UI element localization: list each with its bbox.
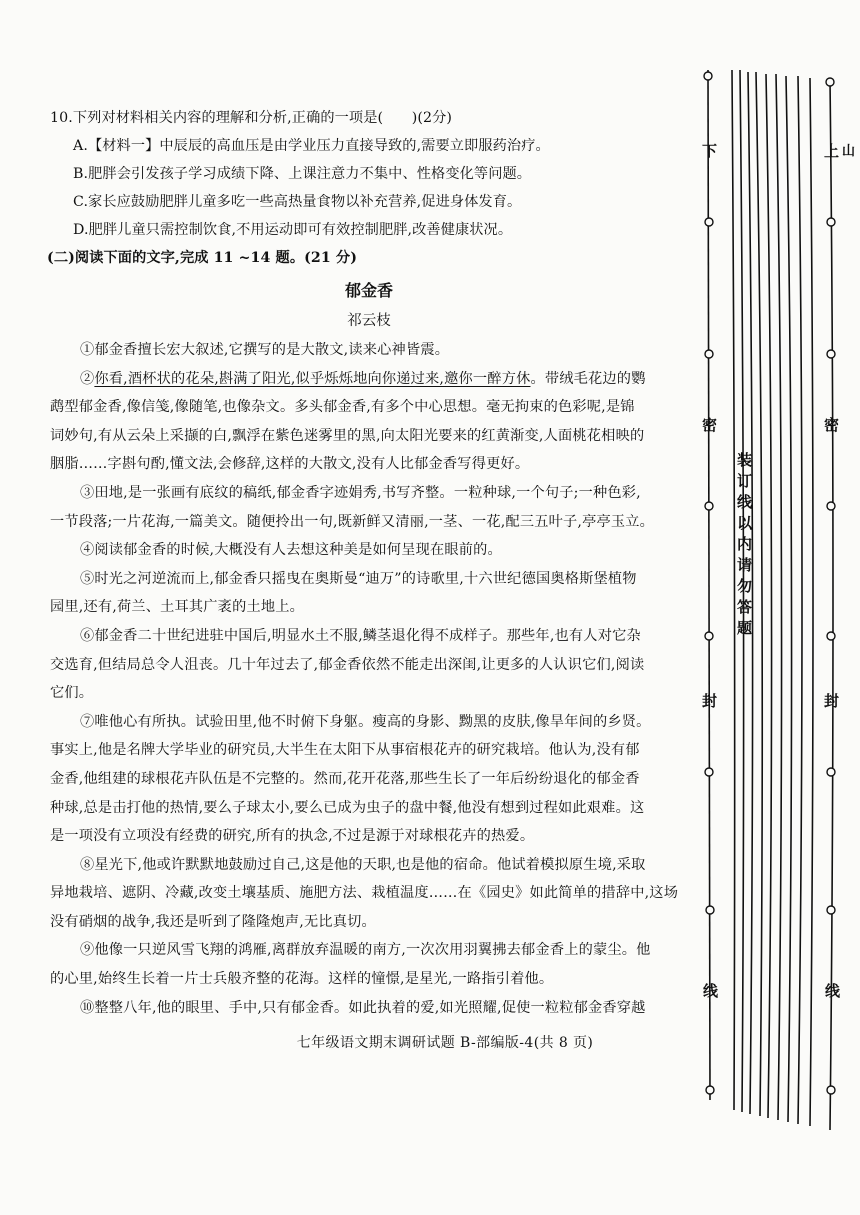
paragraph-line: ⑥郁金香二十世纪进驻中国后,明显水土不服,鳞茎退化得不成样子。那些年,也有人对它杂 [80,627,641,644]
section-heading: (二)阅读下面的文字,完成 11 ~14 题。(21 分) [47,250,358,266]
binding-left-char: 下 [702,142,718,160]
binding-right-char: 上 [824,142,840,160]
paragraph-line: ④阅读郁金香的时候,大概没有人去想这种美是如何呈现在眼前的。 [80,542,502,559]
paragraph-line: 胭脂……字斟句酌,懂文法,会修辞,这样的大散文,没有人比郁金香写得更好。 [50,456,530,473]
paragraph-line: ⑦唯他心有所执。试验田里,他不时俯下身躯。瘦高的身影、黝黑的皮肤,像旱年间的乡贤。 [80,713,651,730]
option-d: D.肥胖儿童只需控制饮食,不用运动即可有效控制肥胖,改善健康状况。 [73,222,513,238]
paragraph-5 [50,565,678,622]
paragraph-line: 事实上,他是名牌大学毕业的研究员,大半生在太阳下从事宿根花卉的研究栽培。他认为,没有郁 [50,742,640,759]
binding-margin [680,0,860,1215]
paragraph-line: ③田地,是一张画有底纹的稿纸,郁金香字迹娟秀,书写齐整。一粒种球,一个句子;一种色彩, [80,484,641,501]
main-content [47,104,679,1022]
paragraph-4 [50,536,678,565]
paragraph-3 [50,479,678,536]
paragraph-line: 交选育,但结局总令人沮丧。几十年过去了,郁金香依然不能走出深闺,让更多的人认识它们,阅读 [50,656,645,673]
question-10-title: 10.下列对材料相关内容的理解和分析,正确的一项是( )(2分) [50,110,453,126]
paragraph-number: ② [80,370,95,387]
paragraph-line: 它们。 [50,685,94,702]
paragraph-6 [50,622,678,708]
paragraph-2 [50,365,678,479]
paragraph-line [50,365,678,394]
paragraph-line: 鹉型郁金香,像信笺,像随笔,也像杂文。多头郁金香,有多个中心思想。毫无拘束的色彩呢,是锦 [50,399,635,416]
paragraph-line: 异地栽培、遮阴、冷藏,改变土壤基质、施肥方法、栽植温度……在《园史》如此简单的措辞中,这场 [50,885,679,902]
option-b: B.肥胖会引发孩子学习成绩下降、上课注意力不集中、性格变化等问题。 [73,166,532,182]
paragraph-line: 的心里,始终生长着一片士兵般齐整的花海。这样的憧憬,是星光,一路指引着他。 [50,971,554,988]
binding-right-char: 封 [824,692,840,710]
binding-partial-char: 山 [842,144,856,159]
paragraph-line: 没有硝烟的战争,我还是听到了隆隆炮声,无比真切。 [50,913,376,930]
paragraph-line: 金香,他组建的球根花卉队伍是不完整的。然而,花开花落,那些生长了一年后纷纷退化的郁金香 [50,770,640,787]
binding-warning-note: 装订线以内请勿答题 [735,452,753,641]
binding-right-char: 线 [825,982,841,1000]
line-rest: 。带绒毛花边的鹦 [530,370,646,387]
article-author: 祁云枝 [347,313,391,329]
binding-left-char: 封 [702,692,718,710]
option-a: A.【材料一】中辰辰的高血压是由学业压力直接导致的,需要立即服药治疗。 [73,138,550,154]
paragraph-line: 词妙句,有从云朵上采撷的白,飘浮在紫色迷雾里的黑,向太阳光要来的红黄渐变,人面桃花相映的 [50,427,645,444]
binding-lines [680,0,860,1215]
paragraph-line: 是一项没有立项没有经费的研究,所有的执念,不过是源于对球根花卉的热爱。 [50,828,535,845]
option-c: C.家长应鼓励肥胖儿童多吃一些高热量食物以补充营养,促进身体发育。 [73,194,522,210]
page-footer: 七年级语文期末调研试题 B-部编版-4(共 8 页) [296,1035,594,1051]
paragraph-9 [50,936,678,993]
paragraph-1 [50,336,678,365]
paragraph-line: ⑤时光之河逆流而上,郁金香只摇曳在奥斯曼“迪万”的诗歌里,十六世纪德国奥格斯堡植物 [80,570,637,587]
underlined-sentence: 你看,酒杯状的花朵,斟满了阳光,似乎烁烁地向你递过来,邀你一醉方休 [94,370,531,387]
binding-left-char: 线 [703,982,719,1000]
paragraph-line: 种球,总是击打他的热情,要么子球太小,要么已成为虫子的盘中餐,他没有想到过程如此艰难。这 [50,799,645,816]
article-title: 郁金香 [344,281,393,300]
paragraph-line: ⑨他像一只逆风雪飞翔的鸿雁,离群放弃温暖的南方,一次次用羽翼拂去郁金香上的蒙尘。他 [80,942,651,959]
paragraph-line: ⑧星光下,他或许默默地鼓励过自己,这是他的天职,也是他的宿命。他试着模拟原生境,采取 [80,856,646,873]
paragraph-8 [50,851,678,937]
paragraph-line: ①郁金香擅长宏大叙述,它撰写的是大散文,读来心神皆震。 [80,342,450,358]
paragraph-line: ⑩整整八年,他的眼里、手中,只有郁金香。如此执着的爱,如光照耀,促使一粒粒郁金香穿越 [80,999,646,1016]
paragraph-10 [50,994,678,1023]
paragraph-line: 园里,还有,荷兰、土耳其广袤的土地上。 [50,599,305,616]
binding-left-char: 密 [702,416,718,434]
paragraph-line: 一节段落;一片花海,一篇美文。随便拎出一句,既新鲜又清丽,一茎、一花,配三五叶子,亭亭玉立。 [50,513,655,530]
binding-right-char: 密 [824,416,840,434]
paragraph-7 [50,708,678,851]
